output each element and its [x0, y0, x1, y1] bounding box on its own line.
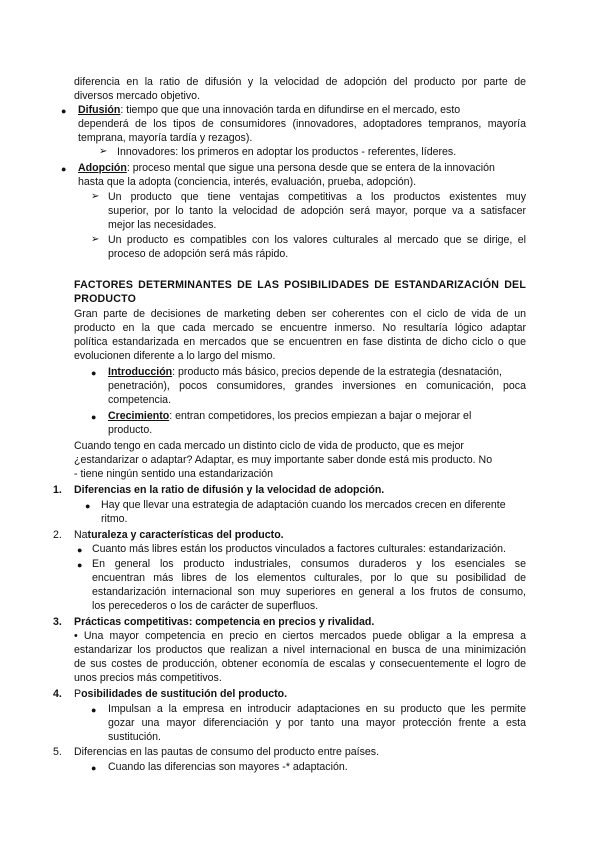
adopcion-line-1-text: : proceso mental que sigue una persona desde que se entera de la innovación [126, 162, 495, 174]
factor-2-title [74, 528, 284, 542]
factor-3-number: 3. [53, 616, 62, 628]
adopcion-line-1 [78, 161, 495, 175]
factor-3-paragraph-line-3: de sus costes de producción, obtener economía de escalas y consecuentemente el logro de [74, 658, 526, 670]
introduccion-line-3: competencia. [108, 394, 172, 406]
bullet-icon: ● [91, 763, 97, 773]
section-p2-line-1: Cuando tengo en cada mercado un distinto ciclo de vida de producto, que es mejor [74, 440, 464, 452]
factor-5-number: 5. [53, 746, 62, 758]
factor-4-number: 4. [53, 688, 62, 700]
factor-5-title: Diferencias en las pautas de consumo del producto entre países. [74, 746, 380, 758]
factor-1-bullet-line-1: Hay que llevar una estrategia de adaptación cuando los mercados crecen en diferente [101, 499, 506, 511]
section-p1-line-4: evolucionen diferente a lo largo del mismo. [74, 350, 276, 362]
introduccion-term: Introducción [108, 366, 173, 378]
adopcion-term: Adopción [78, 162, 127, 174]
factor-3-paragraph-line-1: • Una mayor competencia en precio en ciertos mercados puede obligar a la empresa a [74, 630, 526, 642]
factor-5-bullet: Cuando las diferencias son mayores -* adaptación. [108, 761, 348, 773]
section-heading-line-2: PRODUCTO [74, 293, 137, 305]
factor-2-title-prefix: Na [74, 529, 88, 541]
section-p1-line-2: producto en la que cada mercado se encuentre inmerso. No resultaría lógico adaptar [74, 322, 526, 334]
factor-2-bullet-2-line-2: encuentran más libres de los elementos culturales, por lo que su posibilidad de [92, 572, 526, 584]
bullet-icon: ● [61, 106, 67, 116]
factor-3-paragraph-line-2: estandarizar los productos que realizan a nivel internacional en busca de una minimización [74, 644, 526, 656]
arrow-bullet-icon: ➢ [91, 234, 100, 245]
factor-1-title: Diferencias en la ratio de difusión y la velocidad de adopción. [74, 484, 385, 496]
factor-4-bullet-line-3: sustitución. [108, 731, 161, 743]
factor-4-title-text: osibilidades de sustitución del producto. [81, 688, 288, 700]
factor-4-bullet-line-2: gozar una mayor diferenciación y por tanto una mayor protección frente a esta [108, 717, 526, 729]
section-p2-line-2: ¿estandarizar o adaptar? Adaptar, es muy importante saber donde está mis producto. No [74, 454, 493, 466]
difusion-term: Difusión [78, 104, 121, 116]
factor-3-title: Prácticas competitivas: competencia en precios y rivalidad. [74, 616, 375, 628]
arrow-bullet-icon: ➢ [91, 191, 100, 202]
bullet-icon: ● [91, 368, 97, 378]
crecimiento-term: Crecimiento [108, 410, 170, 422]
factor-2-title-text: turaleza y características del producto. [87, 529, 284, 541]
difusion-line-1 [78, 103, 526, 117]
bullet-icon: ● [85, 501, 91, 511]
factor-4-title [74, 687, 287, 701]
factor-2-bullet-2-line-3: estandarización internacional son muy superiores en general a los frutos de consumo, [92, 586, 526, 598]
bullet-icon: ● [77, 545, 83, 555]
factor-2-bullet-1: Cuanto más libres están los productos vinculados a factores culturales: estandarización. [92, 543, 506, 555]
difusion-line-2: dependerá de los tipos de consumidores (innovadores, adoptadores tempranos, mayoría [78, 118, 526, 130]
difusion-line-3: temprana, mayoría tardía y rezagos). [78, 132, 253, 144]
crecimiento-line-1-text: : entran competidores, los precios empiezan a bajar o mejorar el [169, 410, 472, 422]
factor-2-number: 2. [53, 529, 62, 541]
factor-1-number: 1. [53, 484, 62, 496]
bullet-icon: ● [61, 164, 67, 174]
arrow-bullet-icon: ➢ [99, 146, 108, 157]
adopcion-sub1-line-3: mejor las necesidades. [108, 219, 217, 231]
factor-2-bullet-2-line-4: los perecederos o los de carácter de superfluos. [92, 600, 319, 612]
adopcion-sub2-line-2: proceso de adopción será más rápido. [108, 248, 289, 260]
intro-line-1: diferencia en la ratio de difusión y la velocidad de adopción del producto por parte de [74, 76, 526, 88]
adopcion-line-2: hasta que la adopta (conciencia, interés, evaluación, prueba, adopción). [78, 176, 417, 188]
adopcion-sub1-line-2: superior, por lo tanto la velocidad de adopción será mayor, porque va a satisfacer [108, 205, 526, 217]
section-p1-line-3: política estandarizada en mercados que se encuentren en fase distinta de dicho ciclo o que [74, 336, 526, 348]
bullet-icon: ● [91, 412, 97, 422]
crecimiento-line-1 [108, 409, 526, 423]
factor-2-bullet-2-line-1: En general los producto industriales, consumos duraderos y los esenciales se [92, 558, 526, 570]
adopcion-sub2-line-1: Un producto es compatibles con los valores culturales al mercado que se dirige, el [108, 234, 526, 246]
section-heading-line-1: FACTORES DETERMINANTES DE LAS POSIBILIDADES DE ESTANDARIZACIÓN DEL [74, 279, 526, 291]
difusion-line-1-text: : tiempo que que una innovación tarda en difundirse en el mercado, esto [120, 104, 461, 116]
bullet-icon: ● [91, 705, 97, 715]
adopcion-sub1-line-1: Un producto que tiene ventajas competitivas a los productos existentes muy [108, 191, 526, 203]
factor-1-bullet-line-2: ritmo. [101, 513, 128, 525]
difusion-sub-1: Innovadores: los primeros en adoptar los productos - referentes, líderes. [117, 146, 457, 158]
intro-line-2: diversos mercado objetivo. [74, 90, 201, 102]
factor-4-bullet-line-1: Impulsan a la empresa en introducir adaptaciones en su producto que les permite [108, 703, 526, 715]
section-p1-line-1: Gran parte de decisiones de marketing deben ser coherentes con el ciclo de vida de un [74, 308, 526, 320]
bullet-icon: ● [77, 560, 83, 570]
section-p2-line-3: - tiene ningún sentido una estandarización [74, 468, 274, 480]
introduccion-line-1 [108, 365, 526, 379]
crecimiento-line-2: producto. [108, 424, 153, 436]
introduccion-line-2: penetración), pocos consumidores, grandes inversiones en comunicación, poca [108, 380, 526, 392]
factor-3-paragraph-line-4: unos precios más competitivos. [74, 672, 222, 684]
factor-4-title-prefix: P [74, 688, 82, 700]
introduccion-line-1-text: : producto más básico, precios depende de la estrategia (desnatación, [172, 366, 502, 378]
